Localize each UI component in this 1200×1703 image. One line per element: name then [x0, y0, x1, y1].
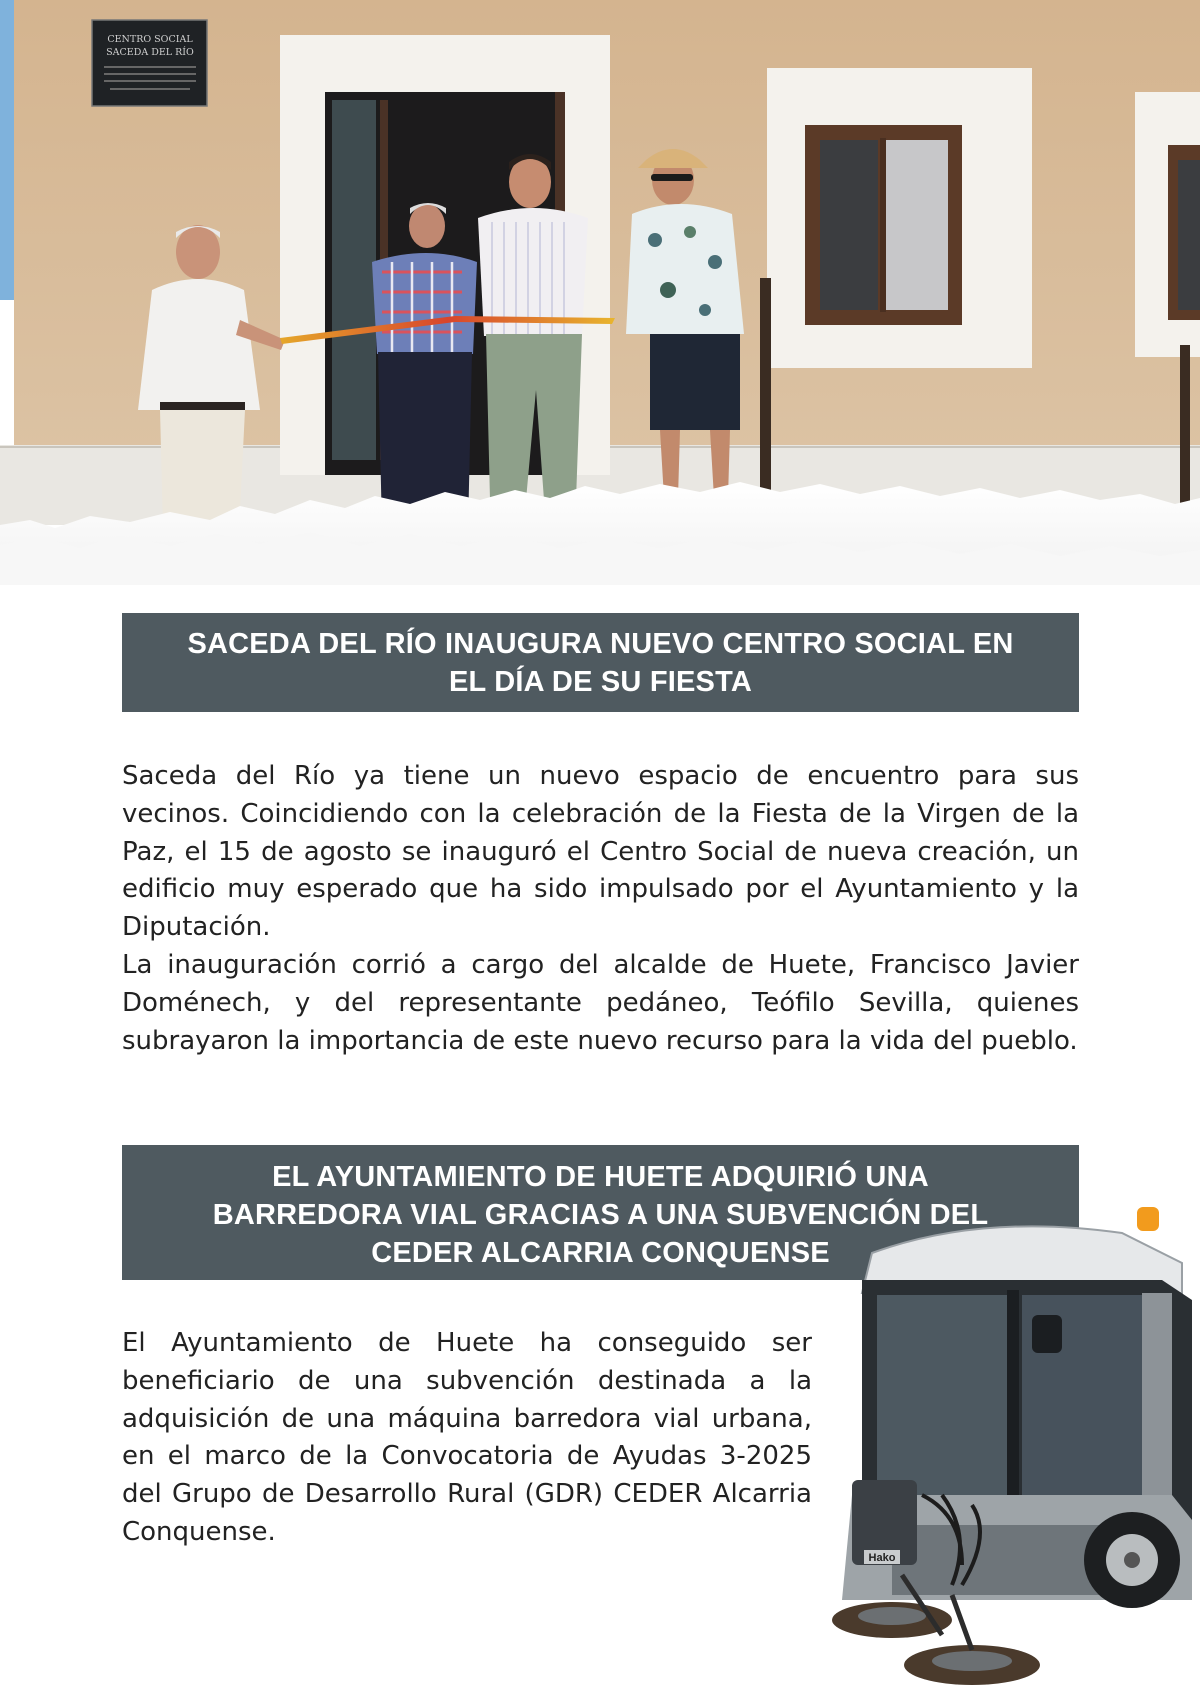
article2-body — [122, 1325, 812, 1552]
article2-title-line2: BARREDORA VIAL GRACIAS A UNA SUBVENCIÓN DEL — [212, 1199, 989, 1231]
plaque — [92, 20, 207, 106]
article1-title — [122, 613, 1079, 712]
beacon-light — [1137, 1207, 1159, 1231]
article2-paragraph1: El Ayuntamiento de Huete ha conseguido ser beneficiario de una subvención destinada a la adquisición de una máquina barredora vial urbana, en el marco de la Convocatoria de Ayudas 3-2025 del Grupo de Desarrollo Rural (GDR) CEDER Alcarria Conquense. — [122, 1328, 812, 1547]
plaque-line2: SACEDA DEL RÍO — [106, 47, 194, 58]
article1-body — [122, 758, 1079, 1060]
plaque-line1: CENTRO SOCIAL — [107, 34, 193, 45]
article1-title-line2: EL DÍA DE SU FIESTA — [449, 666, 752, 698]
article1-title-line1: SACEDA DEL RÍO INAUGURA NUEVO CENTRO SOCIAL EN — [187, 628, 1014, 660]
article2-title-line3: CEDER ALCARRIA CONQUENSE — [371, 1237, 830, 1269]
article1-paragraph2: La inauguración corrió a cargo del alcalde de Huete, Francisco Javier Doménech, y del representante pedáneo, Teófilo Sevilla, quienes subrayaron la importancia de este nuevo recurso para la vida del pueblo. — [122, 949, 1079, 1056]
article1-paragraph1: Saceda del Río ya tiene un nuevo espacio de encuentro para sus vecinos. Coincidiendo con la celebración de la Fiesta de la Virgen de la Paz, el 15 de agosto se inauguró el Centro Social de nueva creación, un edificio muy esperado que ha sido impulsado por el Ayuntamiento y la Diputación. — [122, 761, 1079, 943]
sweeper-brand: Hako — [868, 1552, 896, 1564]
inauguration-photo — [0, 0, 1200, 615]
article2-title-line1: EL AYUNTAMIENTO DE HUETE ADQUIRIÓ UNA — [272, 1161, 929, 1193]
street-sweeper-image — [832, 1195, 1200, 1703]
